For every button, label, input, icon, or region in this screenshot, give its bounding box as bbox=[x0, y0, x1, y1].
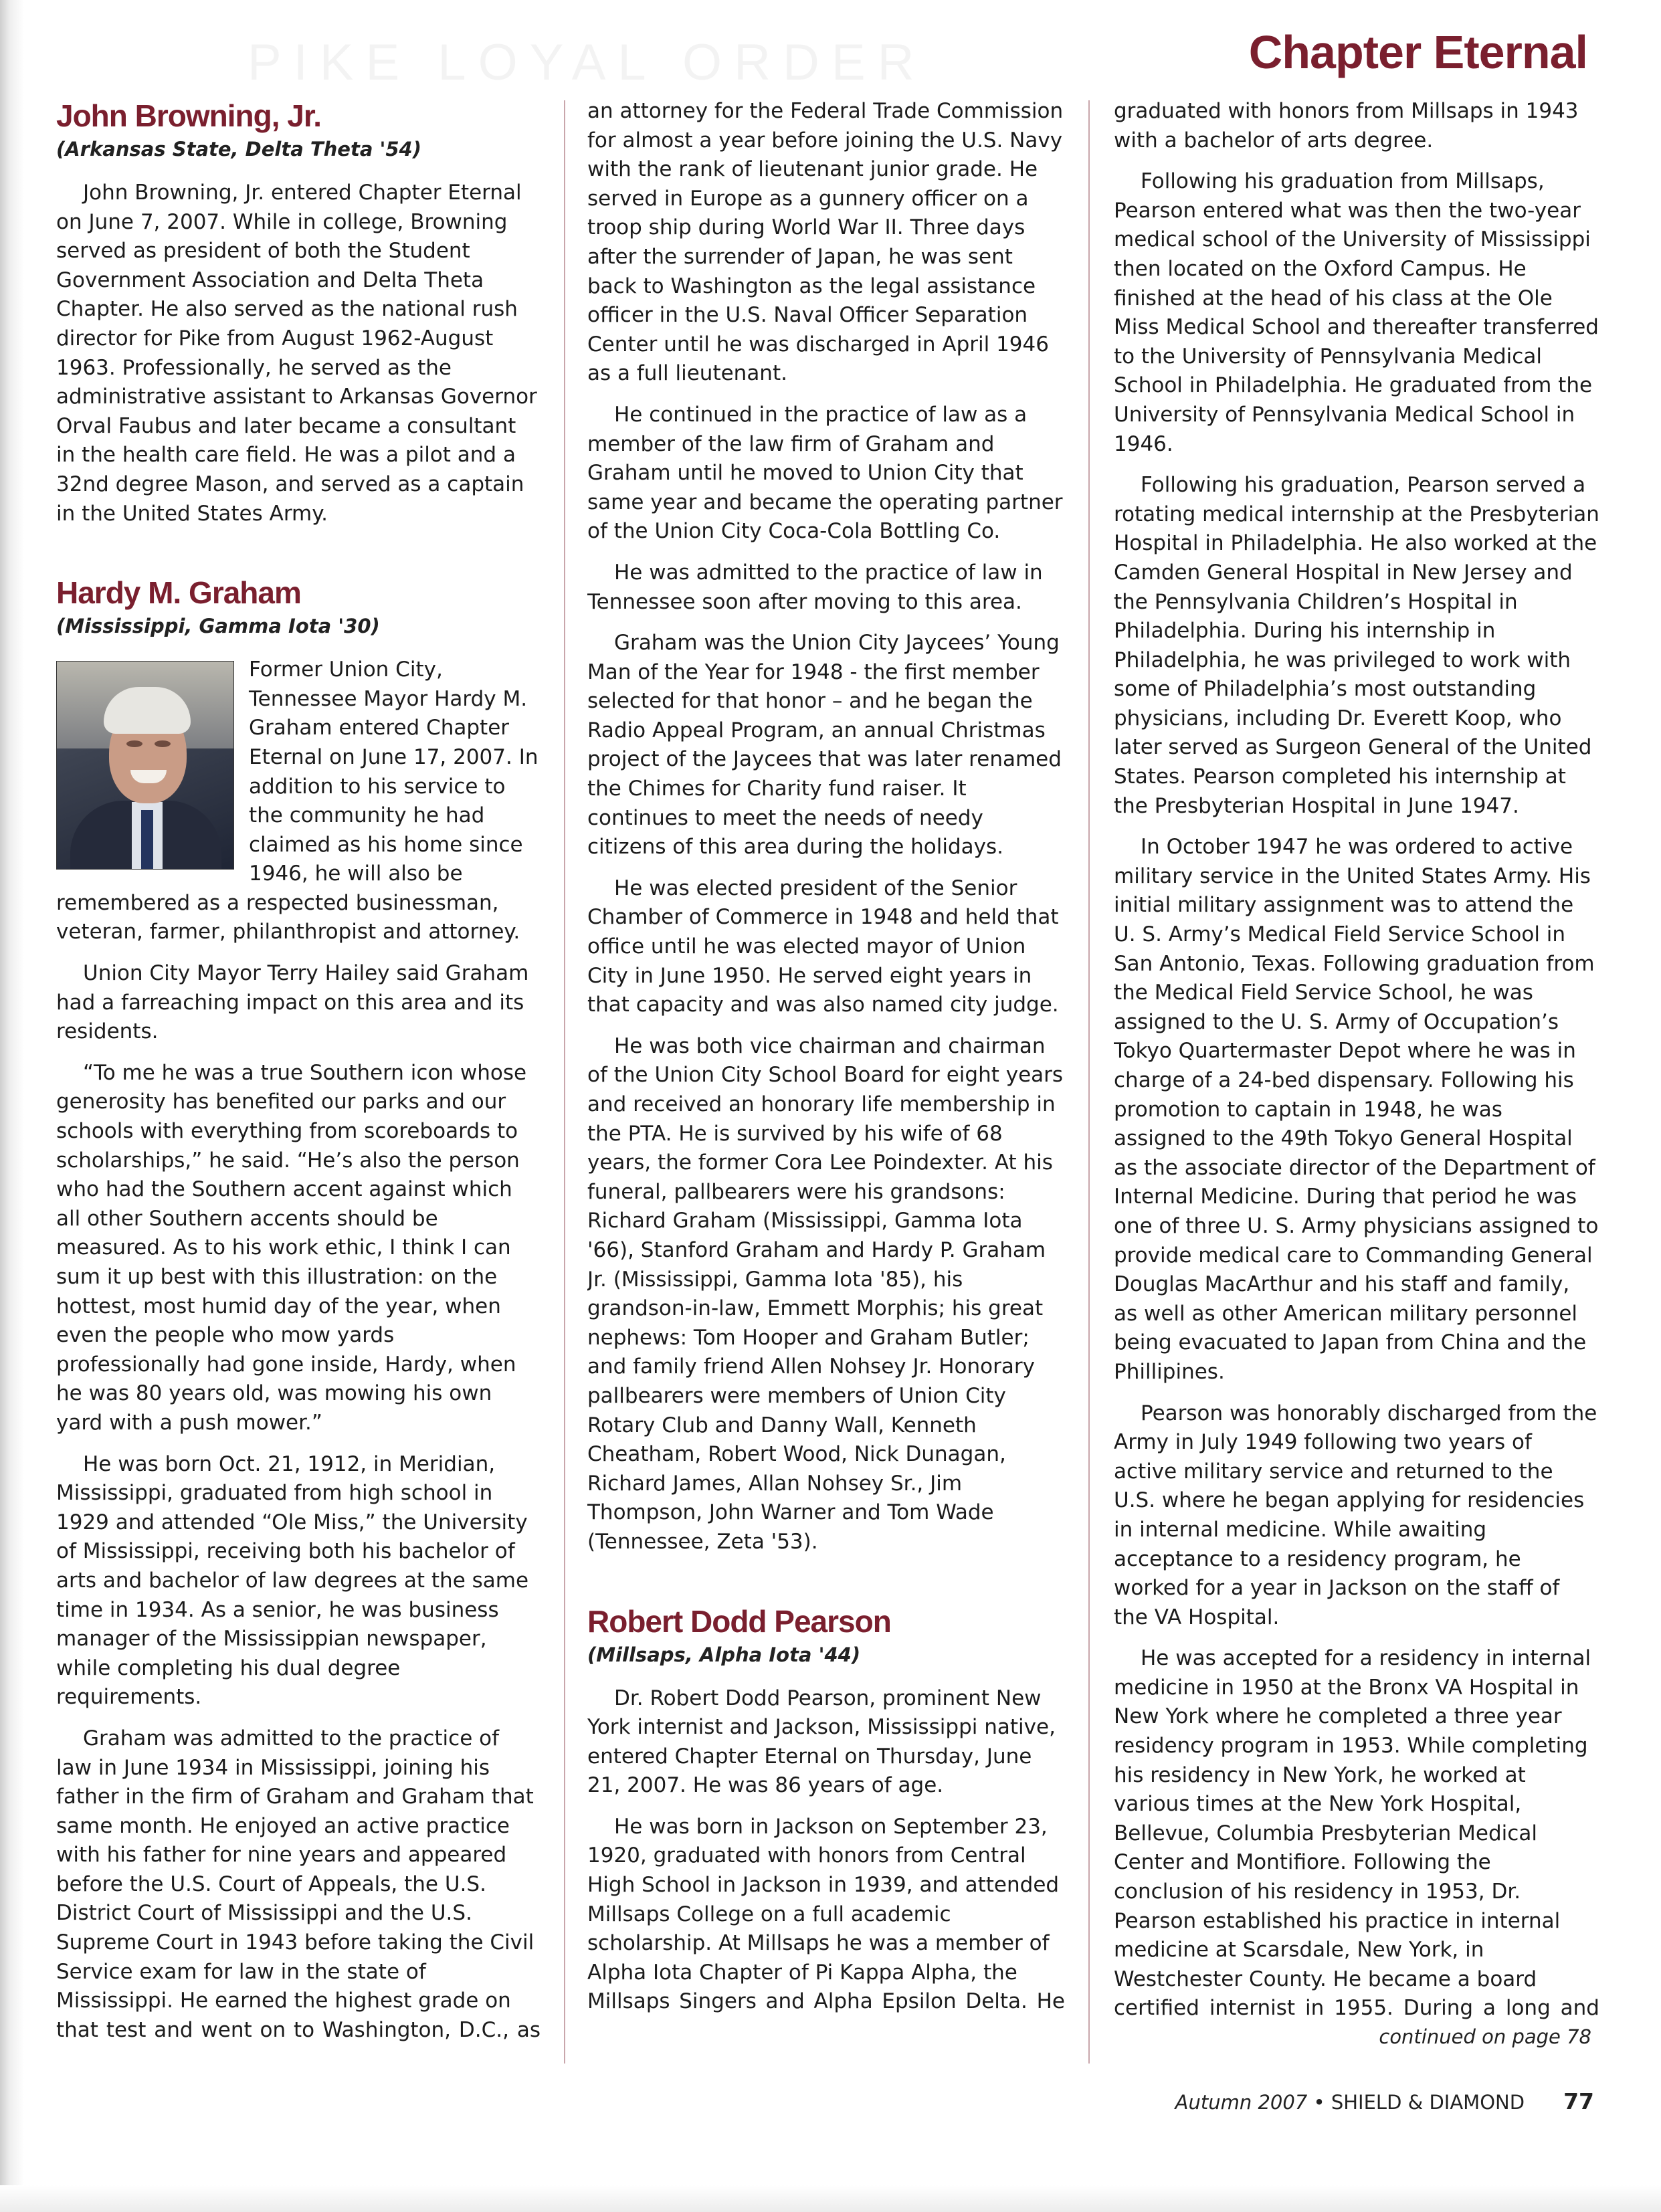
article-paragraph: He was born Oct. 21, 1912, in Meridian, Mississippi, graduated from high school in 1929 and attended “Ole Miss,” the University of Mississippi, receiving both his bachelor of arts and bachelor of law degrees at the same time in 1934. As a senior, he was business manager of the Mississippian newspaper, while completing his dual degree requirements. bbox=[56, 1451, 529, 1710]
publication-name: SHIELD & DIAMOND bbox=[1331, 2091, 1525, 2114]
page-number: 77 bbox=[1563, 2088, 1594, 2114]
page-edge-shadow bbox=[0, 0, 24, 2212]
section-title: Chapter Eternal bbox=[1248, 26, 1587, 78]
column-divider bbox=[564, 100, 565, 2064]
text-column-middle bbox=[587, 97, 1065, 2057]
article-paragraph: He was accepted for a residency in internal medicine in 1950 at the Bronx VA Hospital in New York where he completed a three year residency program in 1953. While completing his residency in New York, he worked at various times at the New York Hospital, Bellevue, Columbia Presbyterian Medical Center and Montifiore. Following the conclusion of his residency in 1953, Dr. Pearson established his practice in internal medicine at Scarsdale, New York, in Westchester County. He became a board certified internist in 1955. During a long and bbox=[1114, 1646, 1599, 2021]
issue-season: Autumn 2007 bbox=[1175, 2091, 1308, 2114]
chapter-affiliation: (Mississippi, Gamma Iota '30) bbox=[56, 615, 380, 638]
obituary-name: John Browning, Jr. bbox=[56, 98, 322, 133]
article-paragraph: Following his graduation from Millsaps, Pearson entered what was then the two-year medical school of the University of Mississippi then located on the Oxford Campus. He finished at the head of his class at the Ole Miss Medical School and thereafter transferred to the University of Pennsylvania Medical School in Philadelphia. He graduated from the University of Pennsylvania Medical School in 1946. bbox=[1114, 169, 1599, 456]
article-paragraph: Former Union City, Tennessee Mayor Hardy M. Graham entered Chapter Eternal on June 17, 2007. In addition to his service to the community he had claimed as his home since 1946, he will also be remembered as a respected businessman, veteran, farmer, philanthropist and attorney. bbox=[56, 658, 539, 944]
article-paragraph: an attorney for the Federal Trade Commission for almost a year before joining the U.S. Navy with the rank of lieutenant junior grade. He served in Europe as a gunnery officer on a troop ship during World War II. Three days after the surrender of Japan, he was sent back to Washington as the legal assistance officer in the U.S. Naval Officer Separation Center until he was discharged in April 1946 as a full lieutenant. bbox=[587, 99, 1064, 386]
article-paragraph: John Browning, Jr. entered Chapter Eternal on June 7, 2007. While in college, Browning served as president of both the Student Government Association and Delta Theta Chapter. He also served as the national rush director for Pike from August 1962-August 1963. Professionally, he served as the administrative assistant to Arkansas Governor Orval Faubus and later became a consultant in the health care field. He was a pilot and a 32nd degree Mason, and served as a captain in the United States Army. bbox=[56, 181, 537, 526]
column-divider bbox=[1088, 100, 1090, 2064]
article-paragraph: Graham was the Union City Jaycees’ Young Man of the Year for 1948 - the first member selected for that honor – and he began the Radio Appeal Program, an annual Christmas project of the Jaycees that was later renamed the Chimes for Charity fund raiser. It continues to meet the needs of needy citizens of this area during the holidays. bbox=[587, 631, 1062, 860]
text-column-right bbox=[1114, 97, 1599, 2057]
article-paragraph: He was admitted to the practice of law in Tennessee soon after moving to this area. bbox=[587, 560, 1043, 614]
article-paragraph: graduated with honors from Millsaps in 1943 with a bachelor of arts degree. bbox=[1114, 99, 1579, 153]
chapter-affiliation: (Millsaps, Alpha Iota '44) bbox=[587, 1643, 861, 1666]
page-footer bbox=[1175, 2088, 1594, 2114]
obituary-name: Robert Dodd Pearson bbox=[587, 1603, 891, 1639]
article-spacer bbox=[587, 1569, 1065, 1603]
continued-note: continued on page 78 bbox=[1379, 2025, 1591, 2048]
portrait-photo bbox=[56, 661, 234, 870]
article-paragraph: Graham was admitted to the practice of law in June 1934 in Mississippi, joining his father in the firm of Graham and Graham that same month. He enjoyed an active practice with his father for nine years and appeared before the U.S. Court of Appeals, the U.S. District Court of Mississippi and the U.S. Supreme Court in 1943 before taking the Civil Service exam for law in the state of Mississippi. He earned the highest grade on that test and went on to Washington, D.C., as bbox=[56, 1726, 541, 2042]
page-bottom-shadow bbox=[0, 2185, 1661, 2212]
article-paragraph: He continued in the practice of law as a member of the law firm of Graham and Graham until he moved to Union City that same year and became the operating partner of the Union City Coca-Cola Bottling Co. bbox=[587, 402, 1063, 544]
article-spacer bbox=[56, 540, 541, 574]
footer-separator: • bbox=[1307, 2091, 1331, 2114]
article-paragraph: He was elected president of the Senior Chamber of Commerce in 1948 and held that office until he was elected mayor of Union City in June 1950. He served eight years in that capacity and was also named city judge. bbox=[587, 876, 1059, 1017]
article-paragraph: In October 1947 he was ordered to active military service in the United States Army. His initial military assignment was to attend the U. S. Army’s Medical Field Service School in San Antonio, Texas. Following graduation from the Medical Field Service School, he was assigned to the U. S. Army of Occupation’s Tokyo Quartermaster Depot where he was in charge of a 24-bed dispensary. Following his promotion to captain in 1948, he was assigned to the 49th Tokyo General Hospital as the associate director of the Department of Internal Medicine. During that period he was one of three U. S. Army physicians assigned to provide medical care to Commanding General Douglas MacArthur and his staff and family, as well as other American military personnel being evacuated to Japan from China and the Phillipines. bbox=[1114, 835, 1599, 1384]
article-paragraph: He was born in Jackson on September 23, 1920, graduated with honors from Central High School in Jackson in 1939, and attended Millsaps College on a full academic scholarship. At Millsaps he was a member of Alpha Iota Chapter of Pi Kappa Alpha, the Millsaps Singers and Alpha Epsilon Delta. He bbox=[587, 1814, 1065, 2014]
article-paragraph: Union City Mayor Terry Hailey said Graham had a farreaching impact on this area and its residents. bbox=[56, 961, 529, 1044]
article-paragraph: Following his graduation, Pearson served a rotating medical internship at the Presbyterian Hospital in Philadelphia. He also worked at the Camden General Hospital in New Jersey and the Pennsylvania Children’s Hospital in Philadelphia. During his internship in Philadelphia, he was privileged to work with some of Philadelphia’s most outstanding physicians, including Dr. Everett Koop, who later served as Surgeon General of the United States. Pearson completed his internship at the Presbyterian Hospital in June 1947. bbox=[1114, 473, 1599, 818]
article-paragraph: “To me he was a true Southern icon whose generosity has benefited our parks and our schools with everything from scoreboards to scholarships,” he said. “He’s also the person who had the Southern accent against which all other Southern accents should be measured. As to his work ethic, I think I can sum it up best with this illustration: on the hottest, most humid day of the year, when even the people who mow yards professionally had gone inside, Hardy, when he was 80 years old, was mowing his own yard with a push mower.” bbox=[56, 1060, 527, 1435]
article-paragraph: He was both vice chairman and chairman of the Union City School Board for eight years and received an honorary life membership in the PTA. He is survived by his wife of 68 years, the former Cora Lee Poindexter. At his funeral, pallbearers were his grandsons: Richard Graham (Mississippi, Gamma Iota '66), Stanford Graham and Hardy P. Graham Jr. (Mississippi, Gamma Iota '85), his grandson-in-law, Emmett Morphis; his great nephews: Tom Hooper and Graham Butler; and family friend Allen Nohsey Jr. Honorary pallbearers were members of Union City Rotary Club and Danny Wall, Kenneth Cheatham, Robert Wood, Nick Dunagan, Richard James, Allan Nohsey Sr., Jim Thompson, John Warner and Tom Wade (Tennessee, Zeta '53). bbox=[587, 1033, 1064, 1554]
chapter-affiliation: (Arkansas State, Delta Theta '54) bbox=[56, 138, 421, 161]
text-column-left bbox=[56, 97, 541, 2057]
article-paragraph: Dr. Robert Dodd Pearson, prominent New York internist and Jackson, Mississippi native, entered Chapter Eternal on Thursday, June 21, 2007. He was 86 years of age. bbox=[587, 1686, 1056, 1798]
article-paragraph: Pearson was honorably discharged from the Army in July 1949 following two years of active military service and returned to the U.S. where he began applying for residencies in internal medicine. While awaiting acceptance to a residency program, he worked for a year in Jackson on the staff of the VA Hospital. bbox=[1114, 1401, 1597, 1629]
background-watermark: PIKE LOYAL ORDER bbox=[248, 34, 926, 91]
obituary-name: Hardy M. Graham bbox=[56, 575, 301, 611]
